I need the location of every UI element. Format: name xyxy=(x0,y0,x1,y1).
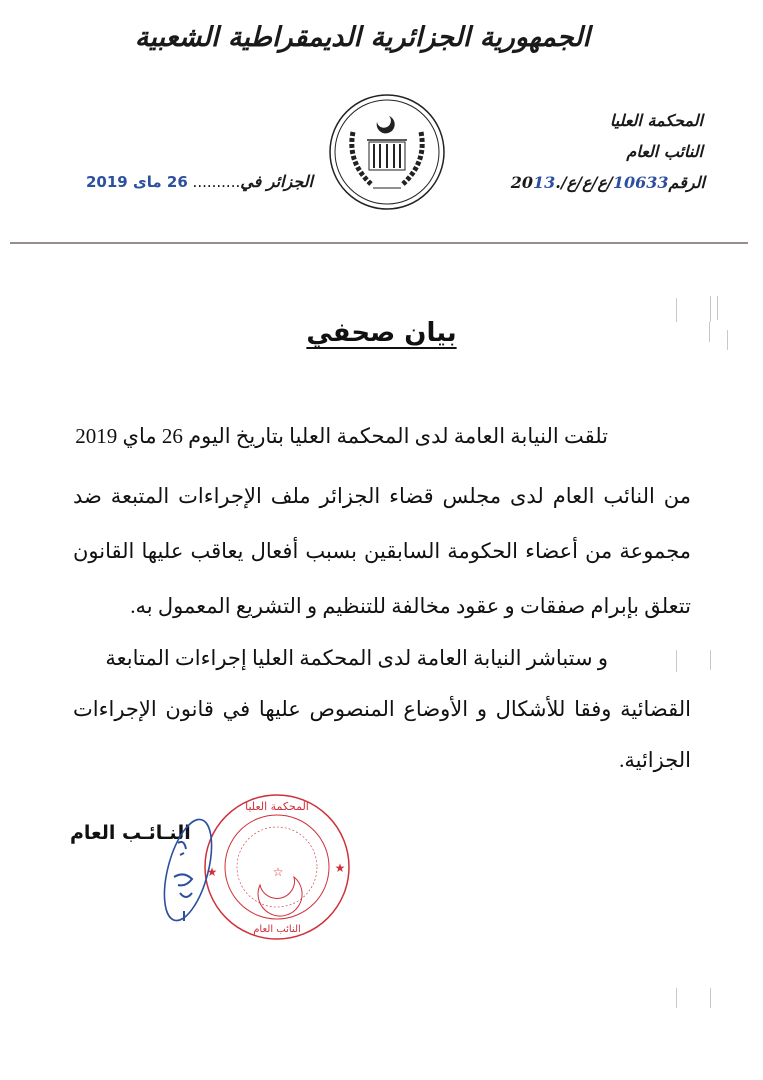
stamp-text-top: المحكمة العليا xyxy=(245,800,309,813)
body-line: من النائب العام لدى مجلس قضاء الجزائر ملف الإجراءات المتبعة ضد xyxy=(73,484,691,508)
scan-mark xyxy=(676,650,677,672)
stamp-text-bottom: النائب العام xyxy=(253,924,301,935)
body-line: تتعلق بإبرام صفقات و عقود مخالفة للتنظيم و التشريع المعمول به. xyxy=(130,594,691,618)
document-title xyxy=(0,318,763,348)
scan-mark xyxy=(710,650,711,670)
republic-header: الجمهورية الجزائرية الديمقراطية الشعبية xyxy=(134,22,590,53)
place-date xyxy=(86,172,313,191)
reference-year-suffix: 13 xyxy=(533,173,556,192)
scan-mark xyxy=(710,988,711,1008)
reference-line xyxy=(511,173,705,192)
reference-year-end: . xyxy=(555,173,561,192)
reference-label: الرقم xyxy=(668,173,705,192)
scan-mark xyxy=(676,988,677,1008)
supreme-court-emblem xyxy=(327,92,447,212)
body-line: مجموعة من أعضاء الحكومة السابقين بسبب أفعال يعاقب عليها القانون xyxy=(73,539,691,563)
institution-name: المحكمة العليا xyxy=(609,111,703,130)
date-day: 26 xyxy=(166,173,188,191)
body-line: و ستباشر النيابة العامة لدى المحكمة العليا إجراءات المتابعة xyxy=(105,646,608,670)
date-month: ماى xyxy=(132,173,162,191)
reference-year-prefix: 20 xyxy=(510,173,534,192)
svg-text:★: ★ xyxy=(206,865,218,879)
office-name: النائب العام xyxy=(626,142,703,161)
svg-text:☆: ☆ xyxy=(272,865,284,879)
place-dots: .......... xyxy=(192,173,241,191)
body-line: الجزائية. xyxy=(619,748,691,772)
date-year: 2019 xyxy=(86,173,128,191)
title-text: بيان صحفي xyxy=(306,318,457,348)
body-line: القضائية وفقا للأشكال و الأوضاع المنصوص عليها في قانون الإجراءات xyxy=(73,697,691,721)
issue-date xyxy=(86,173,188,191)
scan-mark xyxy=(717,296,718,320)
reference-suffix: /ع/ع/ع/ xyxy=(560,173,613,192)
signer-title: النـائـب العام xyxy=(70,822,191,844)
place-label: الجزائر في xyxy=(240,172,313,191)
official-stamp xyxy=(200,790,355,945)
svg-text:★: ★ xyxy=(334,861,346,875)
issuer-block xyxy=(610,105,703,167)
body-line: تلقت النيابة العامة لدى المحكمة العليا بتاريخ اليوم 26 ماي 2019 xyxy=(75,424,608,448)
header-divider xyxy=(10,242,748,244)
reference-number: 10633 xyxy=(612,173,669,192)
handwritten-signature xyxy=(150,815,220,935)
